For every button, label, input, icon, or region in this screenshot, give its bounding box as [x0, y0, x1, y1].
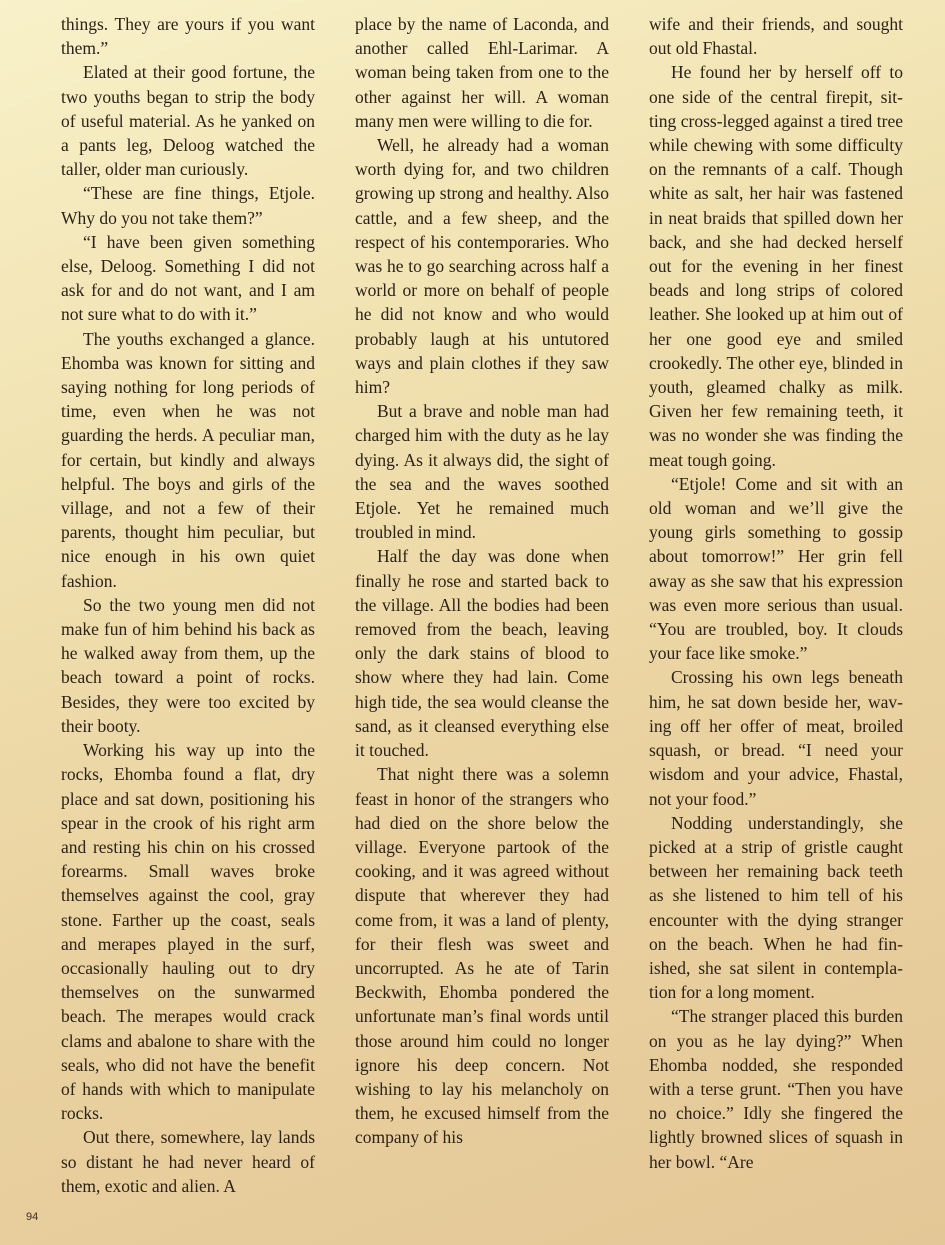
paragraph: Working his way up into the rocks, Ehomba found a flat, dry place and sat down, positioning his spear in the crook of his right arm and resting his chin on his crossed forearms. Small waves broke themselves against the cool, gray stone. Farther up the coast, seals and merapes played in the surf, occasionally hauling out to dry themselves on the sunwarmed beach. The merapes would crack clams and abalone to share with the seals, who did not have the benefit of hands with which to manipulate rocks.	[61, 740, 315, 1124]
paragraph: Elated at their good fortune, the two youths began to strip the body of useful material. As he yanked on a pants leg, Deloog watched the taller, older man curiously.	[61, 62, 315, 180]
paragraph: Nodding understandingly, she picked at a strip of gristle caught between her remaining back teeth as she listened to him tell of his encounter with the dying stranger on the beach. When he had finished, she sat silent in contemplation for a long moment.	[649, 812, 903, 1003]
paragraph: Crossing his own legs beneath him, he sat down beside her, waving off her offer of meat, broiled squash, or bread. “I need your wisdom and your advice, Fhastal, not your food.”	[649, 667, 903, 809]
page-number: 94	[26, 1211, 39, 1223]
paragraph: “The stranger placed this burden on you as he lay dying?” When Ehomba nodded, she responded with a terse grunt. “Then you have no choice.” Idly she fingered the lightly browned slices of squash in her bowl. “Are	[649, 1006, 903, 1172]
paragraph: Half the day was done when finally he rose and started back to the village. All the bodies had been removed from the beach, leaving only the dark stains of blood to show where they had lain. Come high tide, the sea would cleanse the sand, as it cleansed everything else it touched.	[355, 546, 609, 761]
text-column-1	[61, 12, 315, 1198]
paragraph: Out there, somewhere, lay lands so distant he had never heard of them, exotic and alien. A	[61, 1127, 315, 1196]
paragraph: He found her by herself off to one side of the central firepit, sitting cross-legged against a tired tree while chewing with some difficulty on the remnants of a calf. Though white as salt, her hair was fastened in neat braids that spilled down her back, and she had decked herself out for the evening in her finest beads and long strips of colored leather. She looked up at him out of her one good eye and smiled crookedly. The other eye, blinded in youth, gleamed chalky as milk. Given her few remaining teeth, it was no wonder she was finding the meat tough going.	[649, 62, 903, 470]
text-column-2	[355, 12, 609, 1150]
paragraph: Well, he already had a woman worth dying for, and two children growing up strong and healthy. Also cattle, and a few sheep, and the respect of his contemporaries. Who was he to go searching across half a world or more on behalf of people he did not know and who would probably laugh at his untutored ways and plain clothes if they saw him?	[355, 135, 609, 398]
paragraph: So the two young men did not make fun of him behind his back as he walked away from them, up the beach toward a point of rocks. Besides, they were too excited by their booty.	[61, 594, 315, 736]
paragraph: But a brave and noble man had charged him with the duty as he lay dying. As it always did, the sight of the sea and the waves soothed Etjole. Yet he remained much troubled in mind.	[355, 401, 609, 543]
paragraph: “I have been given something else, Deloog. Something I did not ask for and do not want, and I am not sure what to do with it.”	[61, 231, 315, 325]
paragraph: place by the name of Laconda, and another called Ehl-Larimar. A woman being taken from one to the other against her will. A woman many men were willing to die for.	[355, 14, 609, 131]
paragraph: “Etjole! Come and sit with an old woman and we’ll give the young girls something to gossip about tomorrow!” Her grin fell away as she saw that his expression was even more serious than usual. “You are troubled, boy. It clouds your face like smoke.”	[649, 473, 903, 664]
paragraph: The youths exchanged a glance. Ehomba was known for sitting and saying nothing for long periods of time, even when he was not guarding the herds. A peculiar man, for certain, but kindly and always helpful. The boys and girls of the village, and not a few of their parents, thought him peculiar, but nice enough in his own quiet fashion.	[61, 328, 315, 591]
paragraph: wife and their friends, and sought out old Fhastal.	[649, 14, 903, 59]
paragraph: That night there was a solemn feast in honor of the strangers who had died on the shore below the village. Everyone partook of the cooking, and it was agreed without dispute that wherever they had come from, it was a land of plenty, for their flesh was sweet and uncorrupted. As he ate of Tarin Beckwith, Ehomba pondered the unfortunate man’s final words until those around him could no longer ignore his deep concern. Not wishing to lay his melancholy on them, he excused himself from the company of his	[355, 764, 609, 1148]
paragraph: things. They are yours if you want them.”	[61, 14, 315, 59]
text-column-3	[649, 12, 903, 1174]
paragraph: “These are fine things, Etjole. Why do you not take them?”	[61, 183, 315, 228]
